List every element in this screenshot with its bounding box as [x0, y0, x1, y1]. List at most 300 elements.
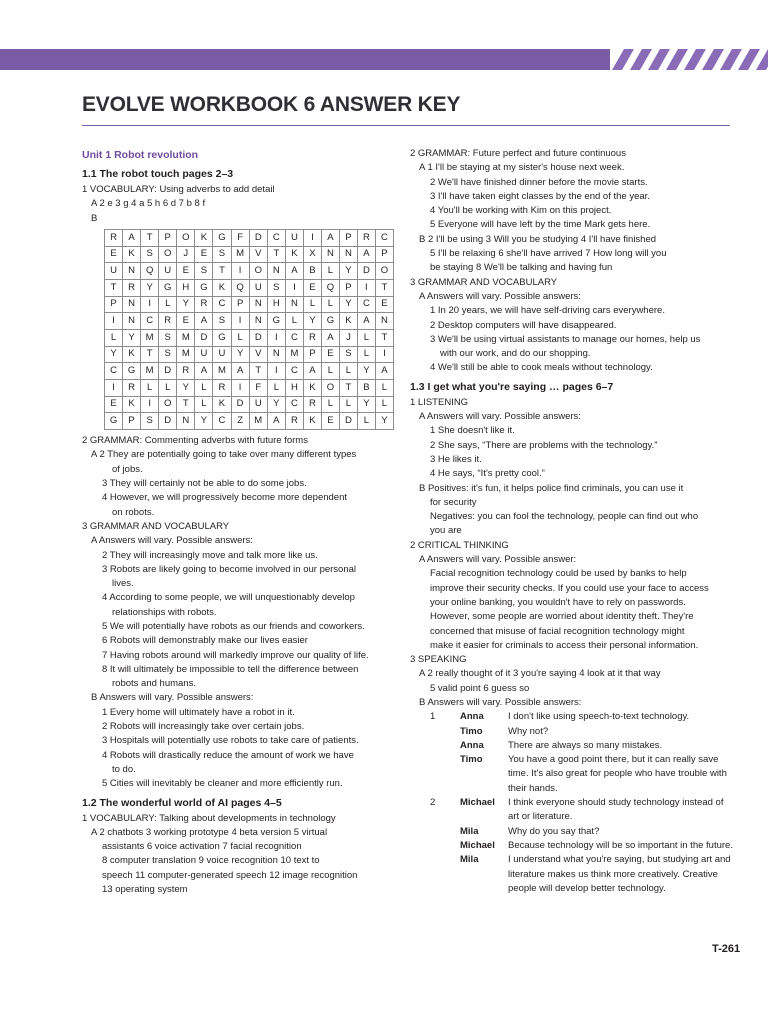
page-number: T-261: [712, 943, 741, 955]
grid-cell: S: [141, 413, 159, 430]
grid-cell: K: [213, 396, 231, 413]
unit-heading: Unit 1 Robot revolution: [82, 149, 199, 161]
grid-cell: N: [267, 346, 285, 363]
band-stripe: [702, 49, 724, 70]
grid-cell: E: [105, 246, 123, 263]
text-line: of jobs.: [112, 463, 143, 475]
dialogue-text: Why not?: [508, 725, 549, 737]
dialogue-speaker: Timo: [460, 754, 483, 766]
grid-cell: I: [267, 330, 285, 347]
grid-cell: L: [231, 330, 249, 347]
grid-cell: Q: [321, 279, 339, 296]
grid-cell: Y: [231, 346, 249, 363]
grid-cell: R: [123, 380, 141, 397]
text-line: 4 You'll be working with Kim on this project.: [430, 205, 612, 217]
dialogue-text: Because technology will be so important in the future.: [508, 839, 733, 851]
grid-cell: Y: [339, 263, 357, 280]
text-line: 2 She says, “There are problems with the technology.”: [430, 439, 658, 451]
grid-cell: A: [195, 313, 213, 330]
grid-cell: L: [357, 413, 375, 430]
grid-cell: A: [357, 246, 375, 263]
grid-row: [105, 263, 394, 280]
dialogue-text: I think everyone should study technology instead of art or literature.: [508, 797, 724, 823]
grid-cell: C: [213, 413, 231, 430]
grid-cell: Y: [375, 413, 393, 430]
grid-cell: G: [213, 330, 231, 347]
grid-cell: K: [304, 413, 322, 430]
grid-cell: R: [195, 296, 213, 313]
grid-cell: T: [213, 263, 231, 280]
grid-cell: M: [213, 363, 231, 380]
grid-cell: N: [249, 296, 267, 313]
grid-cell: U: [105, 263, 123, 280]
text-line: A Answers will vary. Possible answers:: [419, 290, 581, 302]
grid-cell: A: [304, 363, 322, 380]
grid-cell: E: [304, 279, 322, 296]
grid-cell: E: [177, 313, 195, 330]
grid-cell: I: [285, 279, 303, 296]
grid-cell: S: [159, 330, 177, 347]
text-line: 5 Cities will inevitably be cleaner and more efficiently run.: [102, 778, 343, 790]
grid-cell: A: [123, 229, 141, 246]
grid-cell: R: [123, 279, 141, 296]
text-line: 3 He likes it.: [430, 453, 482, 465]
text-line: 1 She doesn't like it.: [430, 425, 515, 437]
grid-cell: T: [105, 279, 123, 296]
grid-cell: P: [123, 413, 141, 430]
grid-cell: N: [321, 246, 339, 263]
grid-cell: G: [213, 229, 231, 246]
grid-cell: L: [321, 363, 339, 380]
grid-cell: O: [249, 263, 267, 280]
text-line: 3 We'll be using virtual assistants to manage our homes, help us: [430, 333, 701, 345]
text-line: concerned that misuse of facial recognition technology might: [430, 625, 685, 637]
band-stripe: [648, 49, 670, 70]
grid-cell: L: [321, 396, 339, 413]
grid-cell: C: [213, 296, 231, 313]
grid-cell: L: [321, 296, 339, 313]
grid-cell: Y: [339, 296, 357, 313]
dialogue-number: [430, 839, 460, 853]
grid-cell: Q: [141, 263, 159, 280]
grid-cell: S: [213, 246, 231, 263]
grid-cell: L: [304, 296, 322, 313]
grid-cell: V: [249, 246, 267, 263]
grid-cell: H: [267, 296, 285, 313]
grid-cell: I: [231, 263, 249, 280]
text-line: 4 According to some people, we will unquestionably develop: [102, 592, 355, 604]
band-stripe: [666, 49, 688, 70]
grid-cell: N: [177, 413, 195, 430]
grid-cell: F: [249, 380, 267, 397]
grid-cell: Y: [195, 413, 213, 430]
grid-cell: C: [105, 363, 123, 380]
grid-cell: N: [249, 313, 267, 330]
grid-cell: E: [321, 346, 339, 363]
grid-row: [105, 396, 394, 413]
header-stripes: [0, 49, 768, 70]
text-line: 3 SPEAKING: [410, 654, 467, 666]
grid-row: [105, 296, 394, 313]
grid-cell: L: [321, 263, 339, 280]
text-line: Facial recognition technology could be used by banks to help: [430, 568, 687, 580]
text-line: 3 GRAMMAR AND VOCABULARY: [410, 276, 558, 288]
grid-cell: T: [141, 346, 159, 363]
grid-cell: G: [267, 313, 285, 330]
grid-cell: L: [195, 380, 213, 397]
dialogue-speaker: Michael: [460, 839, 495, 851]
text-line: 2 Robots will increasingly take over certain jobs.: [102, 721, 305, 733]
grid-cell: P: [339, 229, 357, 246]
grid-cell: E: [321, 413, 339, 430]
page-title: EVOLVE WORKBOOK 6 ANSWER KEY: [82, 93, 461, 116]
text-line: However, some people are worried about identity theft. They're: [430, 611, 694, 623]
text-line: 4 Robots will drastically reduce the amount of work we have: [102, 749, 354, 761]
grid-cell: A: [321, 229, 339, 246]
grid-cell: G: [195, 279, 213, 296]
text-line: 8 computer translation 9 voice recognition 10 text to: [102, 855, 320, 867]
grid-cell: N: [285, 296, 303, 313]
grid-cell: H: [177, 279, 195, 296]
dialogue: [410, 710, 735, 896]
grid-cell: O: [159, 246, 177, 263]
grid-cell: Y: [105, 346, 123, 363]
grid-cell: R: [159, 313, 177, 330]
dialogue-number: [430, 753, 460, 796]
grid-cell: C: [375, 229, 393, 246]
text-line: 2 They will increasingly move and talk more like us.: [102, 549, 318, 561]
left-column: [82, 147, 394, 897]
grid-cell: D: [159, 413, 177, 430]
text-line: 5 We will potentially have robots as our friends and coworkers.: [102, 621, 365, 632]
grid-row: [105, 279, 394, 296]
grid-cell: C: [141, 313, 159, 330]
grid-cell: S: [159, 346, 177, 363]
section-heading: 1.3 I get what you're saying … pages 6–7: [410, 380, 614, 393]
grid-cell: L: [195, 396, 213, 413]
dialogue-number: [430, 725, 460, 739]
grid-cell: R: [213, 380, 231, 397]
text-line: robots and humans.: [112, 678, 196, 690]
text-line: 2 CRITICAL THINKING: [410, 539, 509, 551]
grid-cell: D: [249, 330, 267, 347]
text-line: B 2 I'll be using 3 Will you be studying 4 I'll have finished: [419, 233, 657, 245]
text-line: 1 VOCABULARY: Using adverbs to add detail: [82, 184, 275, 195]
text-line: 3 Hospitals will potentially use robots to take care of patients.: [102, 735, 359, 747]
text-line: B Positives: it's fun, it helps police find criminals, you can use it: [419, 482, 684, 494]
text-line: 3 Robots are likely going to become involved in our personal: [102, 563, 357, 575]
grid-cell: C: [285, 363, 303, 380]
header-band: [0, 49, 768, 70]
grid-cell: O: [177, 229, 195, 246]
grid-cell: L: [159, 296, 177, 313]
grid-cell: P: [105, 296, 123, 313]
grid-cell: T: [177, 396, 195, 413]
grid-cell: G: [321, 313, 339, 330]
grid-row: [105, 313, 394, 330]
text-line: for security: [430, 496, 477, 508]
grid-cell: C: [267, 229, 285, 246]
grid-cell: L: [375, 380, 393, 397]
text-line: 7 Having robots around will markedly improve our quality of life.: [102, 649, 369, 661]
grid-cell: R: [177, 363, 195, 380]
grid-row: [105, 246, 394, 263]
grid-row: [105, 363, 394, 380]
text-line: 8 It will ultimately be impossible to tell the difference between: [102, 663, 359, 675]
dialogue-number: 2: [430, 797, 436, 809]
grid-cell: B: [357, 380, 375, 397]
grid-row: [105, 380, 394, 397]
text-line: lives.: [112, 578, 134, 590]
grid-cell: I: [231, 313, 249, 330]
grid-cell: H: [285, 380, 303, 397]
grid-cell: R: [105, 229, 123, 246]
grid-cell: T: [249, 363, 267, 380]
grid-cell: G: [123, 363, 141, 380]
grid-cell: L: [339, 396, 357, 413]
grid-row: [105, 229, 394, 246]
text-line: 1 LISTENING: [410, 396, 469, 408]
text-line: improve their security checks. If you could use your face to access: [430, 582, 709, 594]
text-line: to do.: [112, 763, 136, 775]
grid-cell: S: [339, 346, 357, 363]
grid-cell: R: [357, 229, 375, 246]
grid-cell: K: [339, 313, 357, 330]
grid-cell: N: [339, 246, 357, 263]
grid-cell: G: [105, 413, 123, 430]
grid-cell: P: [304, 346, 322, 363]
grid-cell: K: [123, 246, 141, 263]
grid-cell: L: [357, 346, 375, 363]
grid-cell: D: [249, 229, 267, 246]
grid-cell: T: [375, 330, 393, 347]
text-line: 4 However, we will progressively become more dependent: [102, 492, 348, 504]
grid-cell: U: [213, 346, 231, 363]
grid-cell: F: [231, 229, 249, 246]
grid-cell: A: [195, 363, 213, 380]
grid-cell: J: [339, 330, 357, 347]
text-line: 13 operating system: [102, 884, 188, 896]
text-line: with our work, and do our shopping.: [440, 348, 591, 360]
text-line: A Answers will vary. Possible answers:: [419, 411, 581, 423]
grid-cell: Y: [357, 363, 375, 380]
grid-cell: O: [159, 396, 177, 413]
text-line: Negatives: you can fool the technology, people can find out who: [430, 511, 699, 523]
grid-cell: N: [123, 296, 141, 313]
grid-cell: K: [213, 279, 231, 296]
grid-cell: P: [159, 229, 177, 246]
grid-cell: A: [267, 413, 285, 430]
grid-cell: Q: [231, 279, 249, 296]
section-heading: 1.2 The wonderful world of AI pages 4–5: [82, 796, 282, 809]
text-line: 5 valid point 6 guess so: [430, 682, 530, 694]
grid-cell: D: [159, 363, 177, 380]
text-line: 5 Everyone will have left by the time Mark gets here.: [430, 219, 651, 231]
grid-cell: Y: [177, 380, 195, 397]
band-stripe: [738, 49, 760, 70]
grid-cell: Z: [231, 413, 249, 430]
grid-cell: E: [105, 396, 123, 413]
grid-cell: B: [304, 263, 322, 280]
grid-cell: I: [231, 380, 249, 397]
grid-cell: P: [339, 279, 357, 296]
grid-cell: U: [159, 263, 177, 280]
grid-cell: I: [304, 229, 322, 246]
text-line: 3 They will certainly not be able to do some jobs.: [102, 478, 307, 490]
grid-cell: M: [177, 330, 195, 347]
grid-cell: A: [285, 263, 303, 280]
text-line: your online banking, you wouldn't have to rely on passwords.: [430, 596, 686, 608]
text-line: speech 11 computer-generated speech 12 image recognition: [102, 869, 358, 881]
grid-cell: I: [105, 313, 123, 330]
grid-cell: I: [357, 279, 375, 296]
text-line: 2 Desktop computers will have disappeared.: [430, 319, 617, 331]
text-line: B Answers will vary. Possible answers:: [419, 696, 582, 708]
grid-cell: I: [141, 296, 159, 313]
text-line: B Answers will vary. Possible answers:: [91, 692, 254, 704]
dialogue-speaker: Michael: [460, 797, 495, 809]
grid-cell: L: [105, 330, 123, 347]
grid-cell: L: [267, 380, 285, 397]
text-line: make it easier for criminals to access their personal information.: [430, 639, 699, 651]
grid-cell: L: [141, 380, 159, 397]
grid-cell: P: [375, 246, 393, 263]
grid-cell: I: [105, 380, 123, 397]
text-line: A 2 They are potentially going to take over many different types: [91, 449, 357, 461]
grid-cell: L: [285, 313, 303, 330]
text-line: A 2 chatbots 3 working prototype 4 beta version 5 virtual: [91, 826, 328, 838]
grid-cell: M: [285, 346, 303, 363]
grid-cell: T: [267, 246, 285, 263]
grid-cell: K: [285, 246, 303, 263]
grid-cell: M: [141, 363, 159, 380]
dialogue-text: I don't like using speech-to-text technology.: [508, 711, 690, 723]
grid-cell: U: [249, 279, 267, 296]
text-line: A Answers will vary. Possible answers:: [91, 535, 253, 547]
grid-cell: A: [357, 313, 375, 330]
dialogue-speaker: Mila: [460, 854, 479, 866]
text-line: 5 I'll be relaxing 6 she'll have arrived 7 How long will you: [430, 248, 667, 260]
grid-cell: U: [249, 396, 267, 413]
dialogue-number: 1: [430, 711, 436, 723]
grid-cell: T: [339, 380, 357, 397]
grid-cell: E: [375, 296, 393, 313]
grid-cell: M: [231, 246, 249, 263]
grid-cell: D: [357, 263, 375, 280]
grid-cell: E: [177, 263, 195, 280]
text-line: you are: [430, 525, 462, 537]
text-line: 6 Robots will demonstrably make our lives easier: [102, 635, 308, 647]
grid-cell: T: [375, 279, 393, 296]
grid-row: [105, 413, 394, 430]
text-line: assistants 6 voice activation 7 facial recognition: [102, 841, 302, 853]
grid-cell: Y: [123, 330, 141, 347]
grid-cell: K: [304, 380, 322, 397]
text-line: A 2 e 3 g 4 a 5 h 6 d 7 b 8 f: [91, 198, 206, 210]
grid-cell: L: [357, 330, 375, 347]
band-stripe: [630, 49, 652, 70]
grid-cell: O: [375, 263, 393, 280]
right-column: [410, 147, 735, 896]
grid-cell: K: [195, 229, 213, 246]
text-line: 2 We'll have finished dinner before the movie starts.: [430, 176, 648, 188]
text-line: 1 In 20 years, we will have self-driving cars everywhere.: [430, 305, 665, 317]
grid-cell: N: [267, 263, 285, 280]
text-line: B: [91, 212, 98, 224]
text-line: A 2 really thought of it 3 you're saying 4 look at it that way: [419, 668, 661, 680]
section-heading: 1.1 The robot touch pages 2–3: [82, 168, 234, 180]
grid-cell: N: [123, 263, 141, 280]
dialogue-speaker: Mila: [460, 825, 479, 837]
grid-cell: S: [195, 263, 213, 280]
grid-cell: L: [375, 396, 393, 413]
text-line: A 1 I'll be staying at my sister's house next week.: [419, 162, 625, 174]
grid-cell: N: [123, 313, 141, 330]
text-line: 4 He says, “It's pretty cool.”: [430, 468, 545, 480]
band-stripe: [684, 49, 706, 70]
grid-row: [105, 330, 394, 347]
dialogue-number: [430, 825, 460, 839]
grid-cell: Y: [177, 296, 195, 313]
grid-row: [105, 346, 394, 363]
dialogue-text: I understand what you're saying, but studying art and literature makes us think more creatively. Creative people will develop better technology.: [508, 854, 731, 894]
dialogue-speaker: Timo: [460, 725, 483, 737]
grid-cell: A: [375, 363, 393, 380]
grid-cell: S: [213, 313, 231, 330]
grid-cell: N: [375, 313, 393, 330]
grid-cell: J: [177, 246, 195, 263]
grid-cell: S: [141, 246, 159, 263]
grid-cell: D: [339, 413, 357, 430]
grid-cell: E: [195, 246, 213, 263]
grid-cell: P: [231, 296, 249, 313]
grid-cell: U: [285, 229, 303, 246]
grid-cell: L: [159, 380, 177, 397]
grid-cell: M: [141, 330, 159, 347]
grid-cell: R: [285, 413, 303, 430]
grid-cell: D: [231, 396, 249, 413]
grid-cell: I: [141, 396, 159, 413]
grid-cell: C: [357, 296, 375, 313]
title-rule: [82, 125, 730, 126]
text-line: 1 Every home will ultimately have a robot in it.: [102, 706, 295, 718]
dialogue-text: There are always so many mistakes.: [508, 739, 663, 751]
text-line: 1 VOCABULARY: Talking about developments in technology: [82, 812, 336, 824]
grid-cell: Y: [357, 396, 375, 413]
grid-cell: O: [321, 380, 339, 397]
text-line: 2 GRAMMAR: Commenting adverbs with future forms: [82, 435, 308, 447]
grid-cell: A: [321, 330, 339, 347]
band-stripe: [720, 49, 742, 70]
dialogue-text: You have a good point there, but it can really save time. It's also great for people who have trouble with their hands.: [508, 754, 727, 794]
text-line: 2 GRAMMAR: Future perfect and future continuous: [410, 148, 626, 159]
dialogue-speaker: Anna: [460, 739, 484, 751]
word-search-grid: [104, 229, 394, 430]
grid-cell: K: [123, 396, 141, 413]
text-line: A Answers will vary. Possible answer:: [419, 554, 577, 566]
text-line: 4 We'll still be able to cook meals without technology.: [430, 362, 653, 374]
grid-cell: A: [231, 363, 249, 380]
grid-cell: L: [339, 363, 357, 380]
dialogue-number: [430, 739, 460, 753]
grid-cell: M: [249, 413, 267, 430]
band-stripe: [612, 49, 634, 70]
grid-cell: S: [267, 279, 285, 296]
grid-cell: C: [285, 396, 303, 413]
grid-cell: C: [285, 330, 303, 347]
grid-cell: K: [123, 346, 141, 363]
grid-cell: R: [304, 396, 322, 413]
